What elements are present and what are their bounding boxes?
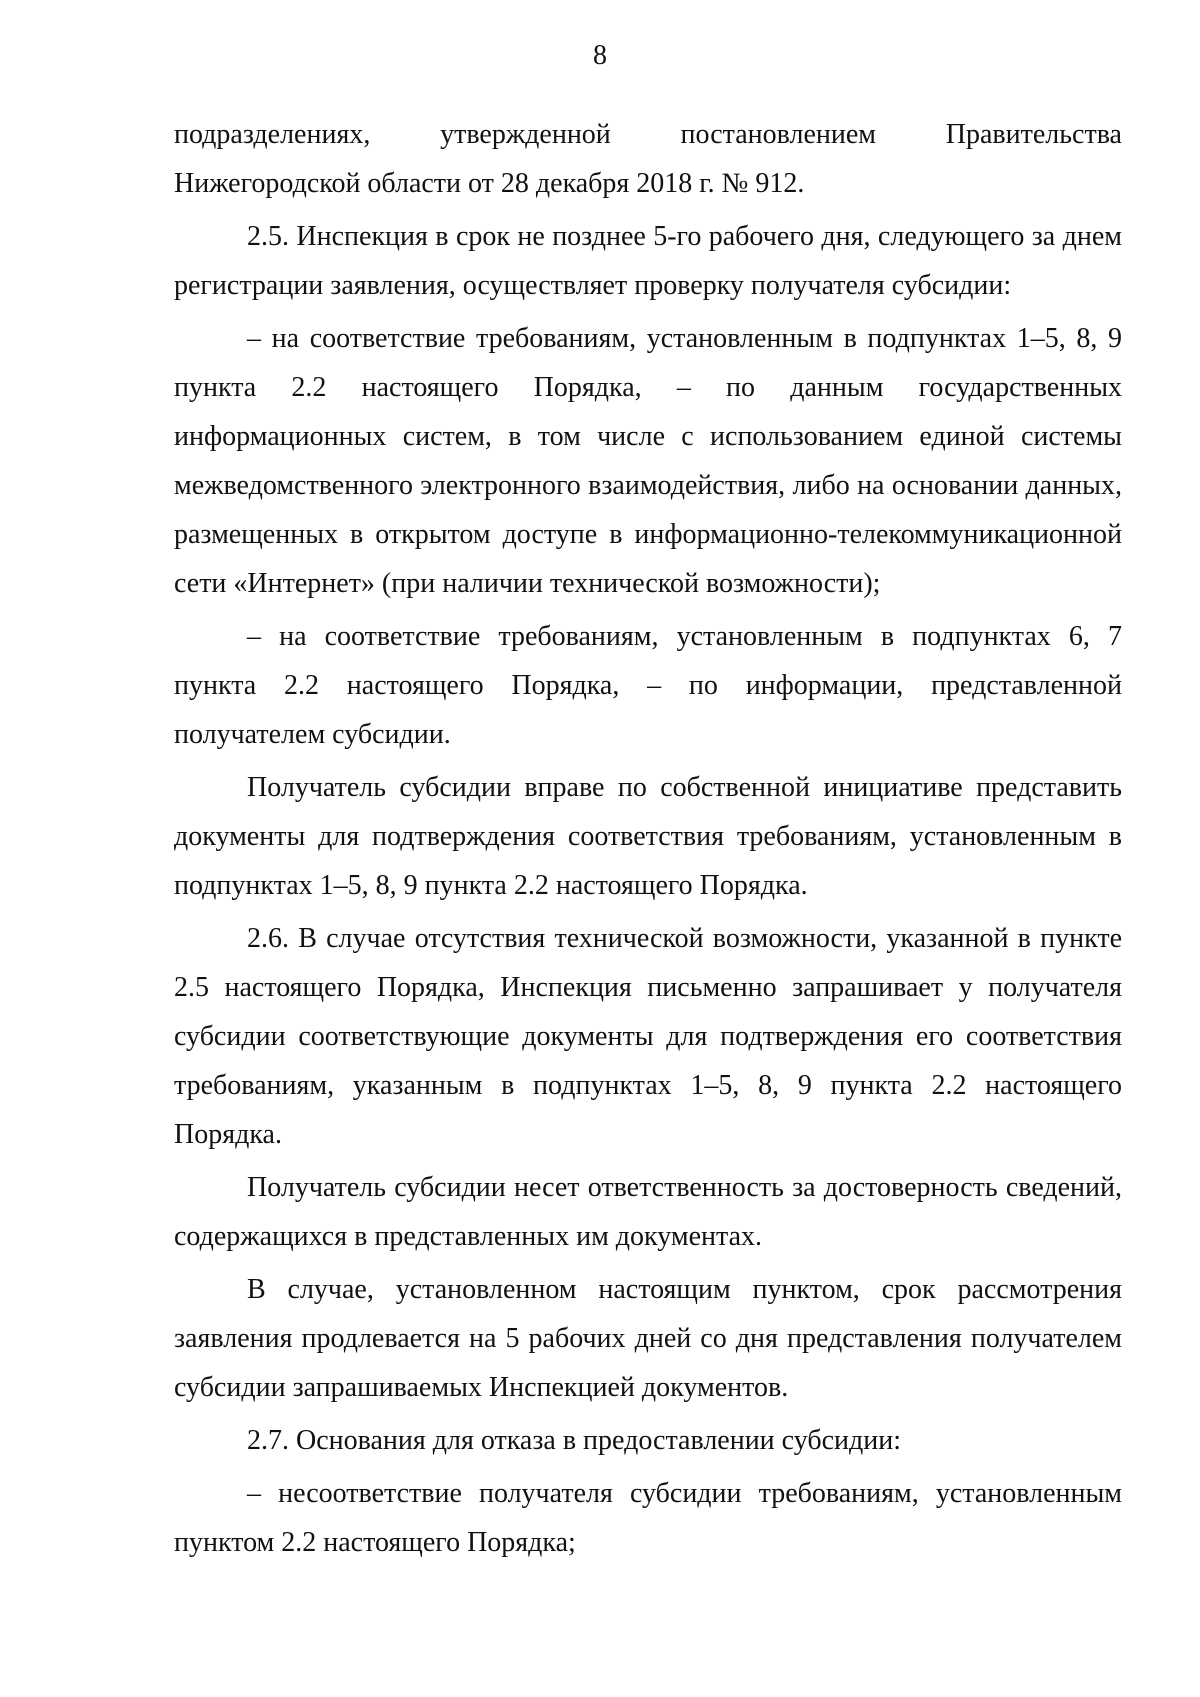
paragraph-2-7-item-1: – несоответствие получателя субсидии требованиям, установленным пунктом 2.2 настоящего Порядка; bbox=[174, 1478, 1122, 1558]
paragraph-recipient-responsibility: Получатель субсидии несет ответственность за достоверность сведений, содержащихся в представленных им документах. bbox=[174, 1172, 1122, 1252]
paragraph-continuation: подразделениях, утвержденной постановлением Правительства Нижегородской области от 28 декабря 2018 г. № 912. bbox=[174, 119, 1122, 199]
paragraph-recipient-right: Получатель субсидии вправе по собственной инициативе представить документы для подтверждения соответствия требованиям, установленным в подпунктах 1–5, 8, 9 пункта 2.2 настоящего Порядка. bbox=[174, 772, 1122, 901]
document-body bbox=[174, 110, 1122, 1567]
page-number: 8 bbox=[593, 40, 607, 71]
paragraph-term-extension: В случае, установленном настоящим пунктом, срок рассмотрения заявления продлевается на 5 рабочих дней со дня представления получателем субсидии запрашиваемых Инспекцией документов. bbox=[174, 1274, 1122, 1403]
paragraph-2-5-item-1: – на соответствие требованиям, установленным в подпунктах 1–5, 8, 9 пункта 2.2 настоящего Порядка, – по данным государственных информационных систем, в том числе с использованием единой системы межведомственного электронного взаимодействия, либо на основании данных, размещенных в открытом доступе в информационно-телекоммуникационной сети «Интернет» (при наличии технической возможности); bbox=[174, 323, 1122, 599]
paragraph-2-6: 2.6. В случае отсутствия технической возможности, указанной в пункте 2.5 настоящего Порядка, Инспекция письменно запрашивает у получателя субсидии соответствующие документы для подтверждения его соответствия требованиям, указанным в подпунктах 1–5, 8, 9 пункта 2.2 настоящего Порядка. bbox=[174, 923, 1122, 1150]
paragraph-2-7: 2.7. Основания для отказа в предоставлении субсидии: bbox=[247, 1425, 902, 1456]
paragraph-2-5-item-2: – на соответствие требованиям, установленным в подпунктах 6, 7 пункта 2.2 настоящего Порядка, – по информации, представленной получателем субсидии. bbox=[174, 621, 1122, 750]
paragraph-2-5: 2.5. Инспекция в срок не позднее 5-го рабочего дня, следующего за днем регистрации заявления, осуществляет проверку получателя субсидии: bbox=[174, 221, 1122, 301]
